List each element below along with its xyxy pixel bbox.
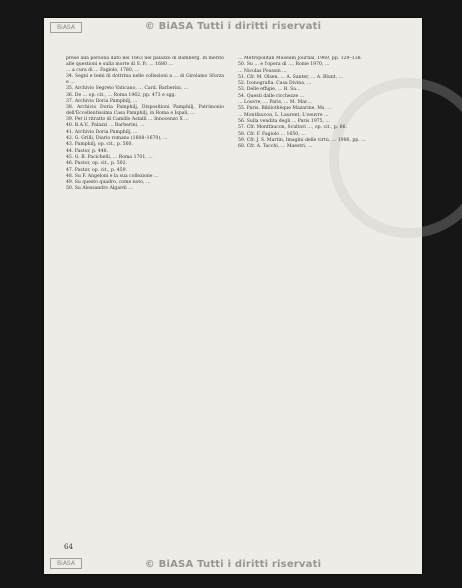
footnote-paragraph: 50. Su … e l'opera di …, Rome 1970, … [238,62,330,68]
watermark-bottom: © BiASA Tutti i diritti riservati [144,559,322,570]
footnote-paragraph: 52. Iconografia. Casa Divina, … [238,81,312,87]
logo-icon-bottom: BiASA [50,558,82,569]
footnote-paragraph: … Louvre, … Paris, … M. Mar… [238,100,312,106]
logo-icon: BiASA [50,22,82,33]
footnote-paragraph: 36. De … op. cit., … Roma 1962, pp. 473 e sgg. [66,92,176,98]
footnote-paragraph: 56. Sulla vendita degli … Paris 1975, … [238,118,331,124]
notes-column-left [66,56,224,536]
footnote-paragraph: 43. Pamphilj, op. cit., p. 560. [66,142,133,148]
footnote-paragraph: 48. Su F. Angeloni e la sua collezione … [66,173,159,179]
footnote-paragraph: 42. G. Grilli, Diario romano (1608–1670), … [66,136,168,142]
footnote-paragraph: 45. G. B. Pacichelli, … Roma 1701, … [66,154,153,160]
notes-column-right [238,56,396,536]
footnote-paragraph: 51. Cfr. M. Olsen, … A. Santer, … A. Blunt, … [238,74,344,80]
footnote-paragraph: 60. Cfr. A. Tacchi, … Maestri, … [238,144,313,150]
footnote-paragraph: 49. Su questo quadro, come noto, … [66,180,151,186]
footnote-paragraph: 53. Delle effigie, … B. Sa… [238,87,301,93]
footnote-paragraph: 35. Archivio Segreto Vaticano, … Card. Barberini, … [66,86,189,92]
footnote-paragraph: … Nicolas Poussin … [238,68,287,74]
footnote-paragraph: … Montfaucon, L. Laurent, L'oeuvre … [238,112,329,118]
footnote-paragraph: prese alla persona dato nel 1663 nel palazzo di Bamberg. In merito alle questioni e sulla morte di S. P.: … 1680 … [66,56,224,67]
footnote-paragraph: 46. Pastor, op. cit., p. 502. [66,161,127,167]
footnote-paragraph: 38. Archivio Doria Pamphilj, Dispositioni Pamphilj, Patrimonio dell'Eccellentissima Casa Pamphilj, in Roma e Ispali, … [66,105,224,116]
footnote-paragraph: 59. Cfr. J. S. Martin, Imagini delle virtù, … 1986, pp. … [238,137,366,143]
page-number: 64 [64,543,73,551]
footnote-paragraph: 58. Cfr. F. Fagiolo … 1650, … [238,131,306,137]
watermark-top: © BiASA Tutti i diritti riservati [144,21,322,32]
footnote-paragraph: 47. Pastor, op. cit., p. 459. [66,167,127,173]
footnote-paragraph: 40. B.A.V., Palazzi … Barberini, … [66,123,145,129]
footnote-paragraph: 37. Archivio Doria Pamphilj, … [66,98,138,104]
footnote-paragraph: … a cura di … Fagiolo, 1780, … [66,68,140,73]
footnote-paragraph: … Metropolitan Museum Journal, 1969, pp. 129–138. [238,56,362,61]
footnote-paragraph: 50. Su Alessandro Algardi … [66,186,133,192]
footnote-paragraph: 57. Cfr. Montfaucon, Scultori …, op. cit., p. 66. [238,125,347,131]
footnote-paragraph: 41. Archivio Doria Pamphilj, … [66,129,138,135]
footnote-paragraph: 55. Paris. Bibliothèque Mazarine. Ms. … [238,106,332,112]
notes-columns [66,56,398,536]
footnote-paragraph: 39. Per il ritratto di Camillo Astalli … Innocenzo X … [66,117,189,123]
footnote-paragraph: 54. Questi dalle ricchezze … [238,93,305,99]
footnote-paragraph: 44. Pastor, p. 448. [66,148,109,154]
footnote-paragraph: 34. Segni e temi di dottrina nelle collezioni a … di Girolamo Sforza e … [66,74,224,85]
